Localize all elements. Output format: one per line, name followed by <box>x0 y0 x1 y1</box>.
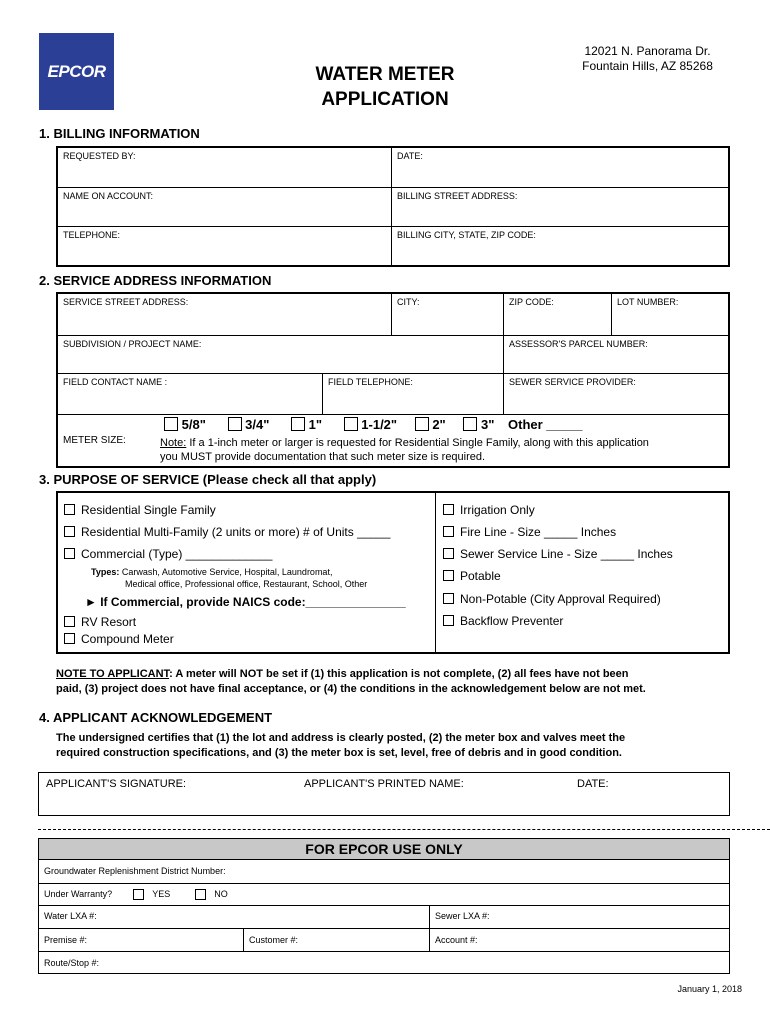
field-contact-label: FIELD CONTACT NAME : <box>63 377 168 387</box>
date-label: DATE: <box>397 151 423 161</box>
fire-line-checkbox[interactable] <box>443 526 454 537</box>
address-line-1: 12021 N. Panorama Dr. <box>584 44 711 58</box>
purpose-divider <box>435 493 436 652</box>
naics-code-field[interactable] <box>85 595 406 609</box>
potable-checkbox[interactable] <box>443 570 454 581</box>
billing-heading: 1. BILLING INFORMATION <box>39 126 200 141</box>
rv-resort-label: RV Resort <box>81 615 137 629</box>
city-label: CITY: <box>397 297 420 307</box>
route-stop-field[interactable] <box>39 951 729 973</box>
water-lxa-label: Water LXA #: <box>44 911 97 921</box>
size-checkbox-2[interactable] <box>415 417 429 431</box>
size-label-3: 3" <box>480 417 495 432</box>
sewer-provider-field[interactable] <box>503 373 728 414</box>
parcel-number-label: ASSESSOR'S PARCEL NUMBER: <box>509 339 648 349</box>
warranty-yes-checkbox[interactable] <box>133 889 144 900</box>
groundwater-label: Groundwater Replenishment District Number: <box>44 866 226 876</box>
field-telephone-label: FIELD TELEPHONE: <box>328 377 413 387</box>
irrigation-option[interactable] <box>443 503 535 517</box>
note-to-applicant-prefix: NOTE TO APPLICANT <box>56 668 170 680</box>
compound-meter-checkbox[interactable] <box>64 633 75 644</box>
note-to-applicant <box>56 667 646 697</box>
zip-field[interactable] <box>503 294 611 335</box>
route-stop-label: Route/Stop #: <box>44 958 100 968</box>
name-on-account-label: NAME ON ACCOUNT: <box>63 191 154 201</box>
office-address <box>560 44 735 74</box>
commercial-types <box>91 566 367 590</box>
zip-label: ZIP CODE: <box>509 297 554 307</box>
service-table <box>56 292 730 468</box>
lot-number-field[interactable] <box>611 294 728 335</box>
acknowledgement-line-1: The undersigned certifies that (1) the lot and address is clearly posted, (2) the meter box and valves meet the <box>56 732 626 744</box>
parcel-number-field[interactable] <box>503 335 728 373</box>
billing-table <box>56 146 730 267</box>
page-title <box>290 62 480 112</box>
cut-line <box>38 829 770 830</box>
premise-label: Premise #: <box>44 935 88 945</box>
commercial-option[interactable] <box>64 547 272 561</box>
size-checkbox-1-1-2[interactable] <box>344 417 358 431</box>
size-checkbox-5-8[interactable] <box>164 417 178 431</box>
commercial-checkbox[interactable] <box>64 548 75 559</box>
backflow-label: Backflow Preventer <box>460 614 564 628</box>
compound-meter-label: Compound Meter <box>81 632 174 646</box>
lot-number-label: LOT NUMBER: <box>617 297 679 307</box>
acknowledgement-heading: 4. APPLICANT ACKNOWLEDGEMENT <box>39 710 273 725</box>
billing-street-field[interactable] <box>391 187 728 226</box>
fire-line-label: Fire Line - Size _____ Inches <box>460 525 617 539</box>
requested-by-field[interactable] <box>58 148 391 187</box>
naics-label: ► If Commercial, provide NAICS code:_______________ <box>85 595 406 609</box>
name-on-account-field[interactable] <box>58 187 391 226</box>
non-potable-checkbox[interactable] <box>443 593 454 604</box>
customer-label: Customer #: <box>249 935 299 945</box>
meter-size-label: METER SIZE: <box>63 435 126 446</box>
fire-line-option[interactable] <box>443 525 616 539</box>
irrigation-checkbox[interactable] <box>443 504 454 515</box>
size-label-5-8: 5/8" <box>181 417 206 432</box>
field-telephone-field[interactable] <box>322 373 503 414</box>
size-label-3-4: 3/4" <box>245 417 270 432</box>
field-contact-field[interactable] <box>58 373 322 414</box>
size-label-2: 2" <box>432 417 446 432</box>
address-line-2: Fountain Hills, AZ 85268 <box>582 59 713 73</box>
printed-name-label: APPLICANT'S PRINTED NAME: <box>304 778 464 790</box>
service-street-field[interactable] <box>58 294 391 335</box>
epcor-use-heading: FOR EPCOR USE ONLY <box>39 839 729 860</box>
residential-single-option[interactable] <box>64 503 216 517</box>
customer-field[interactable] <box>243 928 429 951</box>
size-checkbox-3-4[interactable] <box>228 417 242 431</box>
title-line-2: APPLICATION <box>321 89 449 110</box>
types-label: Types: <box>91 567 120 577</box>
residential-single-label: Residential Single Family <box>81 503 216 517</box>
signature-box <box>38 772 730 816</box>
signature-label: APPLICANT'S SIGNATURE: <box>46 778 187 790</box>
note-to-applicant-line-1: : A meter will NOT be set if (1) this application is not complete, (2) all fees have not been <box>169 668 629 680</box>
telephone-field[interactable] <box>58 226 391 265</box>
signature-date-label: DATE: <box>577 778 609 790</box>
backflow-option[interactable] <box>443 614 563 628</box>
acknowledgement-text <box>56 731 625 761</box>
non-potable-option[interactable] <box>443 592 661 606</box>
potable-label: Potable <box>460 569 501 583</box>
service-heading: 2. SERVICE ADDRESS INFORMATION <box>39 273 272 288</box>
subdivision-field[interactable] <box>58 335 503 373</box>
types-line-2: Medical office, Professional office, Restaurant, School, Other <box>125 579 368 589</box>
sewer-line-option[interactable] <box>443 547 673 561</box>
warranty-row <box>39 883 729 905</box>
city-field[interactable] <box>391 294 503 335</box>
telephone-label: TELEPHONE: <box>63 230 121 240</box>
account-label: Account #: <box>435 935 478 945</box>
date-field[interactable] <box>391 148 728 187</box>
note-to-applicant-line-2: paid, (3) project does not have final acceptance, or (4) the conditions in the acknowledgement below are not met. <box>56 683 646 695</box>
potable-option[interactable] <box>443 569 501 583</box>
billing-street-label: BILLING STREET ADDRESS: <box>397 191 518 201</box>
size-checkbox-3[interactable] <box>463 417 477 431</box>
size-label-1: 1" <box>308 417 323 432</box>
meter-size-note <box>160 436 649 464</box>
residential-multi-label: Residential Multi-Family (2 units or more) # of Units _____ <box>81 525 391 539</box>
purpose-table <box>56 491 730 654</box>
types-line-1: Carwash, Automotive Service, Hospital, Laundromat, <box>119 567 333 577</box>
billing-city-label: BILLING CITY, STATE, ZIP CODE: <box>397 230 536 240</box>
meter-size-options <box>158 414 728 466</box>
under-warranty-label: Under Warranty? <box>44 889 113 899</box>
title-line-1: WATER METER <box>315 64 455 85</box>
warranty-yes-label: YES <box>152 889 171 899</box>
note-text-2: you MUST provide documentation that such meter size is required. <box>160 451 486 463</box>
epcor-use-table <box>38 838 730 974</box>
backflow-checkbox[interactable] <box>443 615 454 626</box>
premise-field[interactable] <box>39 928 243 951</box>
subdivision-label: SUBDIVISION / PROJECT NAME: <box>63 339 202 349</box>
size-checkbox-1[interactable] <box>291 417 305 431</box>
note-prefix: Note: <box>160 437 187 449</box>
water-lxa-field[interactable] <box>39 905 429 928</box>
revision-date: January 1, 2018 <box>677 984 742 994</box>
compound-meter-option[interactable] <box>64 632 174 646</box>
rv-resort-option[interactable] <box>64 615 136 629</box>
acknowledgement-line-2: required construction specifications, and (3) the meter box is set, level, free of debris and in good condition. <box>56 747 622 759</box>
non-potable-label: Non-Potable (City Approval Required) <box>460 592 661 606</box>
sewer-line-checkbox[interactable] <box>443 548 454 559</box>
warranty-no-label: NO <box>214 889 228 899</box>
rv-resort-checkbox[interactable] <box>64 616 75 627</box>
irrigation-label: Irrigation Only <box>460 503 535 517</box>
sewer-line-label: Sewer Service Line - Size _____ Inches <box>460 547 673 561</box>
sewer-lxa-label: Sewer LXA #: <box>435 911 490 921</box>
meter-size-checkboxes <box>164 417 582 432</box>
residential-multi-checkbox[interactable] <box>64 526 75 537</box>
residential-multi-option[interactable] <box>64 525 390 539</box>
account-field[interactable] <box>429 928 729 951</box>
commercial-label: Commercial (Type) _____________ <box>81 547 273 561</box>
meter-size-label-cell <box>58 414 158 466</box>
note-text: If a 1-inch meter or larger is requested for Residential Single Family, along with this application <box>186 437 649 449</box>
sewer-provider-label: SEWER SERVICE PROVIDER: <box>509 377 636 387</box>
size-other-label: Other _____ <box>508 417 583 432</box>
printed-name-field[interactable] <box>299 775 469 793</box>
service-street-label: SERVICE STREET ADDRESS: <box>63 297 189 307</box>
residential-single-checkbox[interactable] <box>64 504 75 515</box>
warranty-no-checkbox[interactable] <box>195 889 206 900</box>
requested-by-label: REQUESTED BY: <box>63 151 136 161</box>
billing-city-field[interactable] <box>391 226 728 265</box>
logo-text: EPCOR <box>47 61 106 81</box>
signature-date-field[interactable] <box>572 775 614 793</box>
purpose-heading: 3. PURPOSE OF SERVICE (Please check all that apply) <box>39 472 377 487</box>
sewer-lxa-field[interactable] <box>429 905 729 928</box>
epcor-logo <box>39 33 114 110</box>
signature-field[interactable] <box>41 775 191 793</box>
groundwater-field[interactable] <box>39 860 729 883</box>
size-label-1-1-2: 1-1/2" <box>361 417 398 432</box>
